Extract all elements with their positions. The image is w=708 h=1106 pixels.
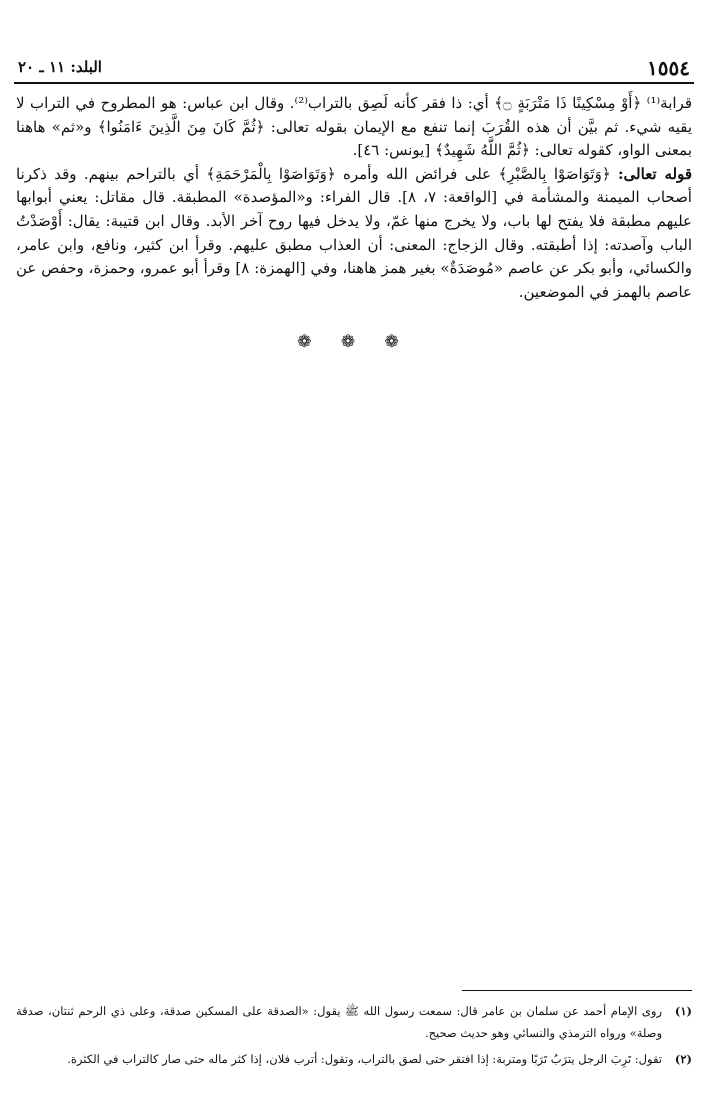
paragraph-2-lead: قوله تعالى: bbox=[618, 164, 692, 183]
footnote-2 bbox=[16, 1048, 692, 1070]
footnote-number: (١) bbox=[674, 1004, 692, 1018]
paragraph-1: قرابة⁽¹⁾ ﴿أَوْ مِسْكِينًا ذَا مَتْرَبَةٍ ۝﴾ أي: ذا فقر كأنه لَصِق بالتراب⁽²⁾. وقال ابن عباس: هو المطروح في التراب لا يقيه شيء. ثم بيَّن أن هذه القُرَبَ إنما تنفع مع الإيمان بقوله تعالى: ﴿ثُمَّ كَانَ مِنَ الَّذِينَ ءَامَنُوا﴾ و«ثم» هاهنا بمعنى الواو، كقوله تعالى: ﴿ثُمَّ اللَّهُ شَهِيدٌ﴾ [يونس: ٤٦]. bbox=[16, 94, 692, 160]
paragraph-2-text: ﴿وَتَوَاصَوْا بِالصَّبْرِ﴾ على فرائض الله وأمره ﴿وَتَوَاصَوْا بِالْمَرْحَمَةِ﴾ أي بالتراحم بينهم. وقد ذكرنا أصحاب الميمنة والمشأمة في [الواقعة: ٧، ٨]. قال الفراء: و«المؤصدة» المطبقة. قال مقاتل: يعني أبوابها عليهم مطبقة فلا يفتح لها باب، ولا يخرج منها غمّ، ولا يدخل فيها روح آخر الأبد. وقال ابن قتيبة: يقال: أَوْصَدْتُ الباب وآصدته: إذا أطبقته. وقال الزجاج: المعنى: أن العذاب مطبق عليهم. وقرأ ابن كثير، ونافع، وابن عامر، والكسائي، وأبو بكر عن عاصم «مُوصَدَةٌ» بغير همز هاهنا، وفي [الهمزة: ٨] وقرأ أبو عمرو، وحمزة، وحفص عن عاصم بالهمز في الموضعين. bbox=[16, 164, 692, 301]
running-title: البلد: ١١ ـ ٢٠ bbox=[18, 58, 102, 76]
footnote-text: تقول: تَرِبَ الرجل يترَبُ تَرَبًا ومتربة: إذا افتقر حتى لصق بالتراب، وتقول: أترب فلان، إذا كثر ماله حتى صار كالتراب في الكثرة. bbox=[67, 1052, 662, 1066]
paragraph-2 bbox=[16, 163, 692, 305]
page-header bbox=[14, 56, 694, 84]
footnotes bbox=[16, 1000, 692, 1070]
footnote-1 bbox=[16, 1000, 692, 1044]
footnote-text: روى الإمام أحمد عن سلمان بن عامر قال: سمعت رسول الله ﷺ يقول: «الصدقة على المسكين صدقة، وعلى ذي الرحم ثنتان، صدقة وصلة» ورواه الترمذي والنسائي وهو حديث صحيح. bbox=[16, 1004, 662, 1040]
main-text bbox=[16, 92, 692, 304]
footnote-number: (٢) bbox=[674, 1052, 692, 1066]
section-separator: ❁ ❁ ❁ bbox=[297, 332, 411, 352]
page-number: ١٥٥٤ bbox=[647, 56, 690, 80]
footnote-divider bbox=[462, 990, 692, 991]
